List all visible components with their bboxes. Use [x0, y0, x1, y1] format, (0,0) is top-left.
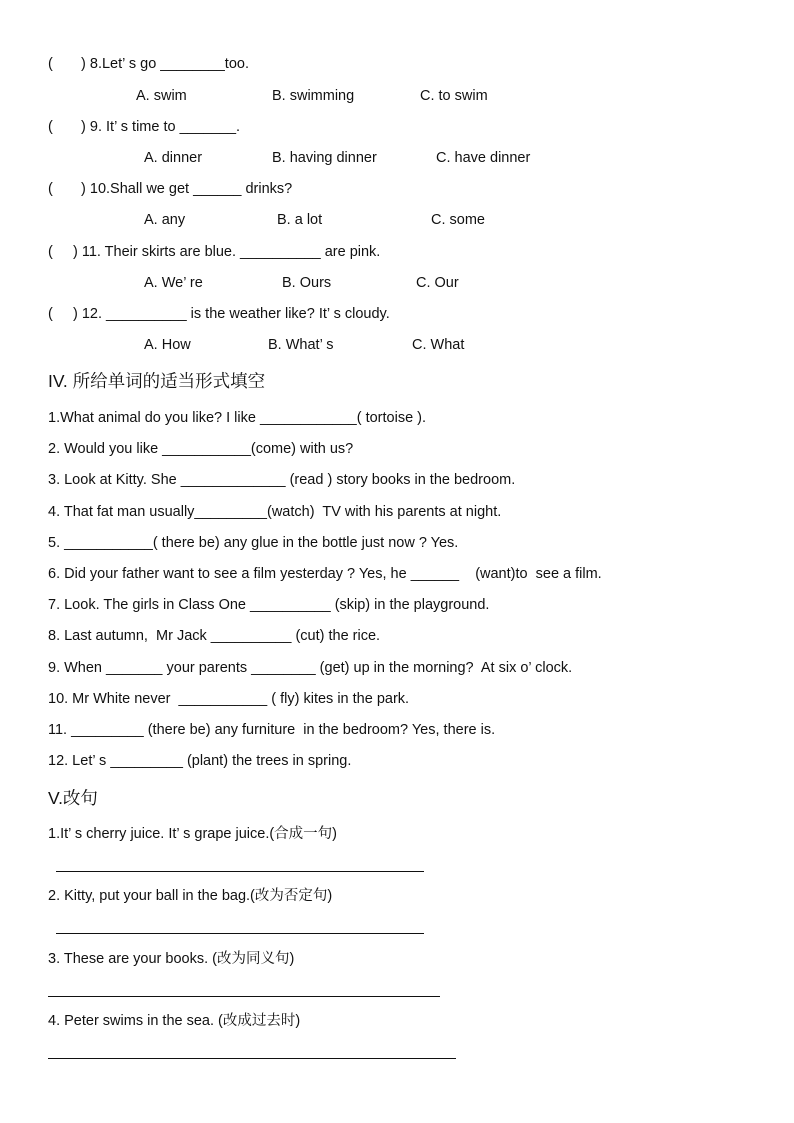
answer-line-1	[56, 871, 424, 872]
answer-line-4	[48, 1058, 456, 1059]
mc-12-option-c: C. What	[412, 337, 465, 353]
rewrite-item-4: 4. Peter swims in the sea. (改成过去时)	[48, 1013, 301, 1029]
fill-item-8: 8. Last autumn, Mr Jack __________ (cut) the rice.	[48, 628, 381, 644]
fill-item-9: 9. When _______ your parents ________ (get) up in the morning? At six o’ clock.	[48, 660, 573, 676]
fill-item-6: 6. Did your father want to see a film yesterday ? Yes, he ______ (want)to see a film.	[48, 566, 602, 582]
mc-8-option-b: B. swimming	[272, 88, 355, 104]
mc-question-9: ( ) 9. It’ s time to _______.	[48, 119, 241, 135]
mc-11-option-b: B. Ours	[282, 275, 332, 291]
mc-question-10: ( ) 10.Shall we get ______ drinks?	[48, 181, 293, 197]
rewrite-item-2: 2. Kitty, put your ball in the bag.(改为否定句)	[48, 888, 333, 904]
mc-question-11: ( ) 11. Their skirts are blue. __________ are pink.	[48, 244, 381, 260]
mc-10-option-c: C. some	[431, 212, 485, 228]
fill-item-7: 7. Look. The girls in Class One __________ (skip) in the playground.	[48, 597, 490, 613]
mc-10-option-a: A. any	[144, 212, 186, 228]
fill-item-5: 5. ___________( there be) any glue in the bottle just now ? Yes.	[48, 535, 459, 551]
fill-item-2: 2. Would you like ___________(come) with us?	[48, 441, 354, 457]
fill-item-1: 1.What animal do you like? I like ____________( tortoise ).	[48, 410, 427, 426]
mc-9-option-a: A. dinner	[144, 150, 203, 166]
mc-12-option-a: A. How	[144, 337, 191, 353]
fill-item-3: 3. Look at Kitty. She _____________ (read ) story books in the bedroom.	[48, 472, 516, 488]
mc-12-option-b: B. What’ s	[268, 337, 334, 353]
fill-item-10: 10. Mr White never ___________ ( fly) kites in the park.	[48, 691, 410, 707]
answer-line-3	[48, 996, 440, 997]
mc-8-option-a: A. swim	[136, 88, 187, 104]
fill-item-12: 12. Let’ s _________ (plant) the trees in spring.	[48, 753, 352, 769]
mc-9-option-b: B. having dinner	[272, 150, 377, 166]
mc-question-12: ( ) 12. __________ is the weather like? It’ s cloudy.	[48, 306, 390, 322]
mc-10-option-b: B. a lot	[277, 212, 323, 228]
fill-item-11: 11. _________ (there be) any furniture in the bedroom? Yes, there is.	[48, 722, 496, 738]
mc-11-option-c: C. Our	[416, 275, 459, 291]
answer-line-2	[56, 933, 424, 934]
section-4-title: IV. 所给单词的适当形式填空	[48, 371, 266, 391]
mc-11-option-a: A. We’ re	[144, 275, 203, 291]
section-5-title: V.改句	[48, 788, 98, 808]
rewrite-item-1: 1.It’ s cherry juice. It’ s grape juice.(合成一句)	[48, 826, 338, 842]
mc-9-option-c: C. have dinner	[436, 150, 531, 166]
mc-8-option-c: C. to swim	[420, 88, 488, 104]
rewrite-item-3: 3. These are your books. (改为同义句)	[48, 951, 295, 967]
mc-question-8: ( ) 8.Let’ s go ________too.	[48, 56, 249, 72]
fill-item-4: 4. That fat man usually_________(watch) TV with his parents at night.	[48, 504, 502, 520]
